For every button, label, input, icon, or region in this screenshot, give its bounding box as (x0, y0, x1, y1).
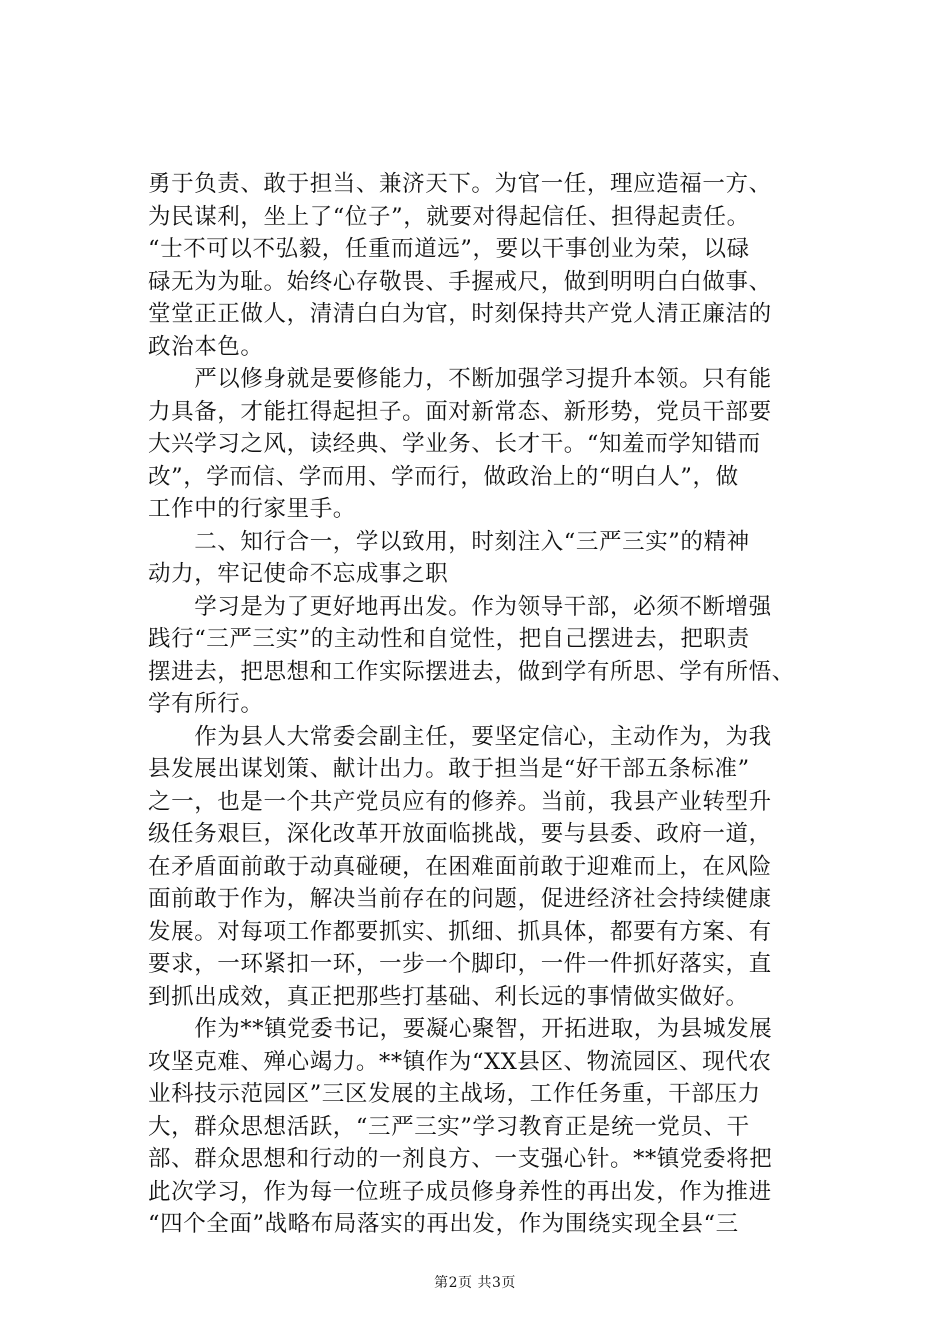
page-footer: 第2页 共3页 (434, 1275, 516, 1291)
text-line: 此次学习，作为每一位班子成员修身养性的再出发，作为推进 (148, 1178, 772, 1205)
text-line: 二、知行合一，学以致用，时刻注入“三严三实”的精神 (148, 528, 750, 555)
text-line: 践行“三严三实”的主动性和自觉性，把自己摆进去，把职责 (148, 626, 750, 652)
text-line: 攻坚克难、殚心竭力。**镇作为“XX县区、物流园区、现代农 (148, 1048, 772, 1075)
text-line: 部、群众思想和行动的一剂良方、一支强心针。**镇党委将把 (148, 1146, 773, 1172)
text-line: 摆进去，把思想和工作实际摆进去，做到学有所思、学有所悟、 (148, 658, 795, 685)
text-line: 到抓出成效，真正把那些打基础、利长远的事情做实做好。 (148, 983, 749, 1010)
text-line: 学有所行。 (148, 691, 264, 717)
text-line: 政治本色。 (148, 333, 264, 360)
text-line: 之一，也是一个共产党员应有的修养。当前，我县产业转型升 (148, 788, 772, 815)
text-line: 动力，牢记使命不忘成事之职 (148, 561, 449, 587)
text-line: “四个全面”战略布局落实的再出发，作为围绕实现全县“三 (148, 1211, 739, 1237)
text-line: 面前敢于作为，解决当前存在的问题，促进经济社会持续健康 (148, 886, 772, 912)
text-line: 要求，一环紧扣一环，一步一个脚印，一件一件抓好落实，直 (148, 951, 772, 977)
text-line: 碌无为为耻。始终心存敬畏、手握戒尺，做到明明白白做事、 (148, 268, 772, 295)
text-line: 大兴学习之风，读经典、学业务、长才干。“知羞而学知错而 (148, 431, 761, 457)
text-line: 学习是为了更好地再出发。作为领导干部，必须不断增强 (148, 593, 772, 620)
text-line: 改”，学而信、学而用、学而行，做政治上的“明白人”，做 (148, 463, 739, 490)
text-line: 在矛盾面前敢于动真碰硬，在困难面前敢于迎难而上，在风险 (148, 853, 772, 880)
text-line: 堂堂正正做人，清清白白为官，时刻保持共产党人清正廉洁的 (148, 301, 772, 327)
text-line: “士不可以不弘毅，任重而道远”，要以干事创业为荣，以碌 (148, 236, 750, 262)
text-line: 县发展出谋划策、献计出力。敢于担当是“好干部五条标准” (148, 756, 750, 782)
text-line: 大，群众思想活跃，“三严三实”学习教育正是统一党员、干 (148, 1113, 750, 1140)
text-line: 工作中的行家里手。 (148, 496, 356, 522)
text-line: 作为**镇党委书记，要凝心聚智，开拓进取，为县城发展 (148, 1016, 773, 1042)
text-line: 级任务艰巨，深化改革开放面临挑战，要与县委、政府一道， (148, 821, 772, 847)
text-line: 勇于负责、敢于担当、兼济天下。为官一任，理应造福一方、 (148, 171, 772, 197)
text-line: 严以修身就是要修能力，不断加强学习提升本领。只有能 (148, 366, 772, 392)
body-text (148, 168, 828, 1241)
text-line: 为民谋利，坐上了“位子”，就要对得起信任、担得起责任。 (148, 203, 750, 230)
text-line: 发展。对每项工作都要抓实、抓细、抓具体，都要有方案、有 (148, 918, 772, 945)
text-line: 力具备，才能扛得起担子。面对新常态、新形势，党员干部要 (148, 398, 772, 425)
text-line: 业科技示范园区”三区发展的主战场，工作任务重，干部压力 (148, 1081, 761, 1107)
text-line: 作为县人大常委会副主任，要坚定信心，主动作为，为我 (148, 723, 772, 750)
